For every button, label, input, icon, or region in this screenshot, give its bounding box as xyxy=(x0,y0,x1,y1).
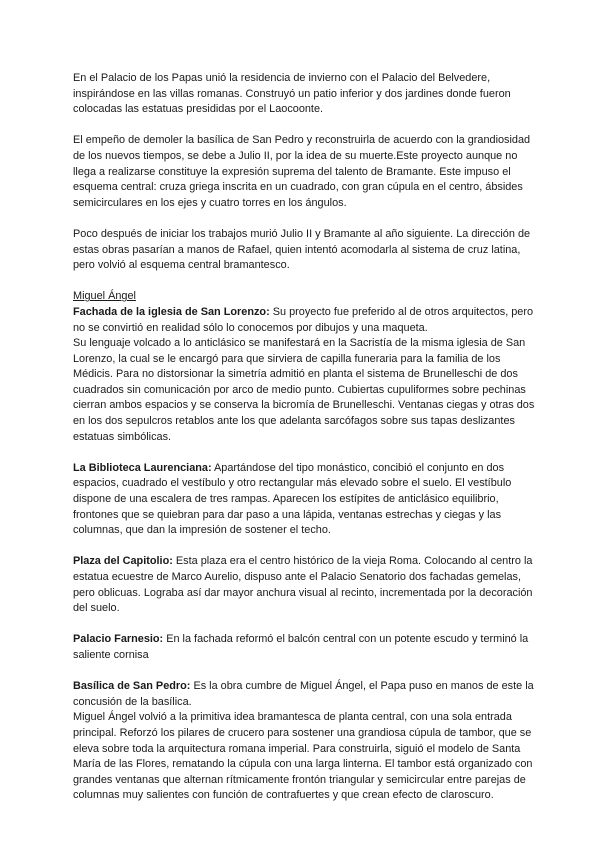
paragraph-rafael: Poco después de iniciar los trabajos murió Julio II y Bramante al año siguiente. La dirección de estas obras pasarían a manos de Rafael, quien intentó acomodarla al sistema de cruz latina, pero volvió al esquema central bramantesco. xyxy=(73,227,531,272)
section-heading: Miguel Ángel xyxy=(73,290,136,303)
item-san-pedro xyxy=(73,679,535,710)
item-farnesio xyxy=(73,632,535,663)
item-text: Apartándose del tipo monástico, concibió el conjunto en dos espacios, cuadrado el vestíbulo y otro rectangular más elevado sobre el suelo. El vestíbulo dispone de una escalera de tres rampas. Aparecen los estípites de anticlásico equilibrio, frontones que se quiebran para dar paso a una lápida, ventanas estrechas y ciegas y las columnas, que dan la impresión de sostener el techo. xyxy=(73,461,512,537)
item-title: Fachada de la iglesia de San Lorenzo: xyxy=(73,305,270,318)
item-text: Esta plaza era el centro histórico de la vieja Roma. Colocando al centro la estatua ecuestre de Marco Aurelio, dispuso ante el Palacio Senatorio dos fachadas gemelas, pero oblicuas. Lograba así dar mayor anchura visual al recinto, incrementada por la decoración del suelo. xyxy=(73,555,533,615)
item-biblioteca xyxy=(73,461,535,539)
item-text: Su proyecto fue preferido al de otros arquitectos, pero no se convirtió en realidad sólo lo conocemos por dibujos y una maqueta. xyxy=(73,305,534,334)
item-text: Es la obra cumbre de Miguel Ángel, el Papa puso en manos de este la concusión de la basílica. xyxy=(73,680,534,708)
item-capitolio xyxy=(73,554,535,616)
item-title: Palacio Farnesio: xyxy=(73,633,164,646)
section-miguel-angel xyxy=(73,289,535,804)
document-body xyxy=(73,71,535,820)
paragraph-basilica-julio: El empeño de demoler la basílica de San Pedro y reconstruirla de acuerdo con la grandiosidad de los nuevos tiempos, se debe a Julio II, por la idea de su muerte.Este proyecto aunque no llega a realizarse constituye la expresión suprema del talento de Bramante. Este impuso el esquema central: cruza griega inscrita en un cuadrado, con gran cúpula en el centro, ábsides semicirculares en los ejes y cuatro torres en los ángulos. xyxy=(73,134,531,209)
item-san-pedro-extra: Miguel Ángel volvió a la primitiva idea bramantesca de planta central, con una sola entrada principal. Reforzó los pilares de crucero para sostener una grandiosa cúpula de tambor, que se eleva sobre toda la arquitectura romana imperial. Para construirla, siguió el modelo de Santa María de las Flores, rematando la cúpula con una larga linterna. El tambor está organizado con grandes ventanas que alternan rítmicamente frontón triangular y semicircular entre parejas de columnas muy salientes con función de contrafuertes y que crean efecto de claroscuro. xyxy=(73,711,533,802)
item-title: Plaza del Capitolio: xyxy=(73,555,173,568)
item-san-lorenzo-extra: Su lenguaje volcado a lo anticlásico se manifestará en la Sacristía de la misma iglesia de San Lorenzo, la cual se le encargó para que sirviera de capilla funeraria para la familia de los Médicis. Para no distorsionar la simetría admitió en planta el sistema de Brunelleschi de dos cuadrados sin comunicación por arco de medio punto. Cubiertas cupuliformes sobre pechinas cierran ambos espacios y se conserva la bicromía de Brunelleschi. Ventanas ciegas y otras dos en los dos sepulcros retablos ante los que adelanta sarcófagos sobre sus tapas deslizantes estatuas simbólicas. xyxy=(73,337,535,443)
item-title: Basílica de San Pedro: xyxy=(73,680,191,693)
item-text: En la fachada reformó el balcón central con un potente escudo y terminó la saliente cornisa xyxy=(73,633,529,661)
paragraph-palacio-papas: En el Palacio de los Papas unió la residencia de invierno con el Palacio del Belvedere, inspirándose en las villas romanas. Construyó un patio inferior y dos jardines donde fueron colocadas las estatuas presididas por el Laocoonte. xyxy=(73,72,511,116)
item-san-lorenzo xyxy=(73,305,535,336)
item-title: La Biblioteca Laurenciana: xyxy=(73,461,212,474)
